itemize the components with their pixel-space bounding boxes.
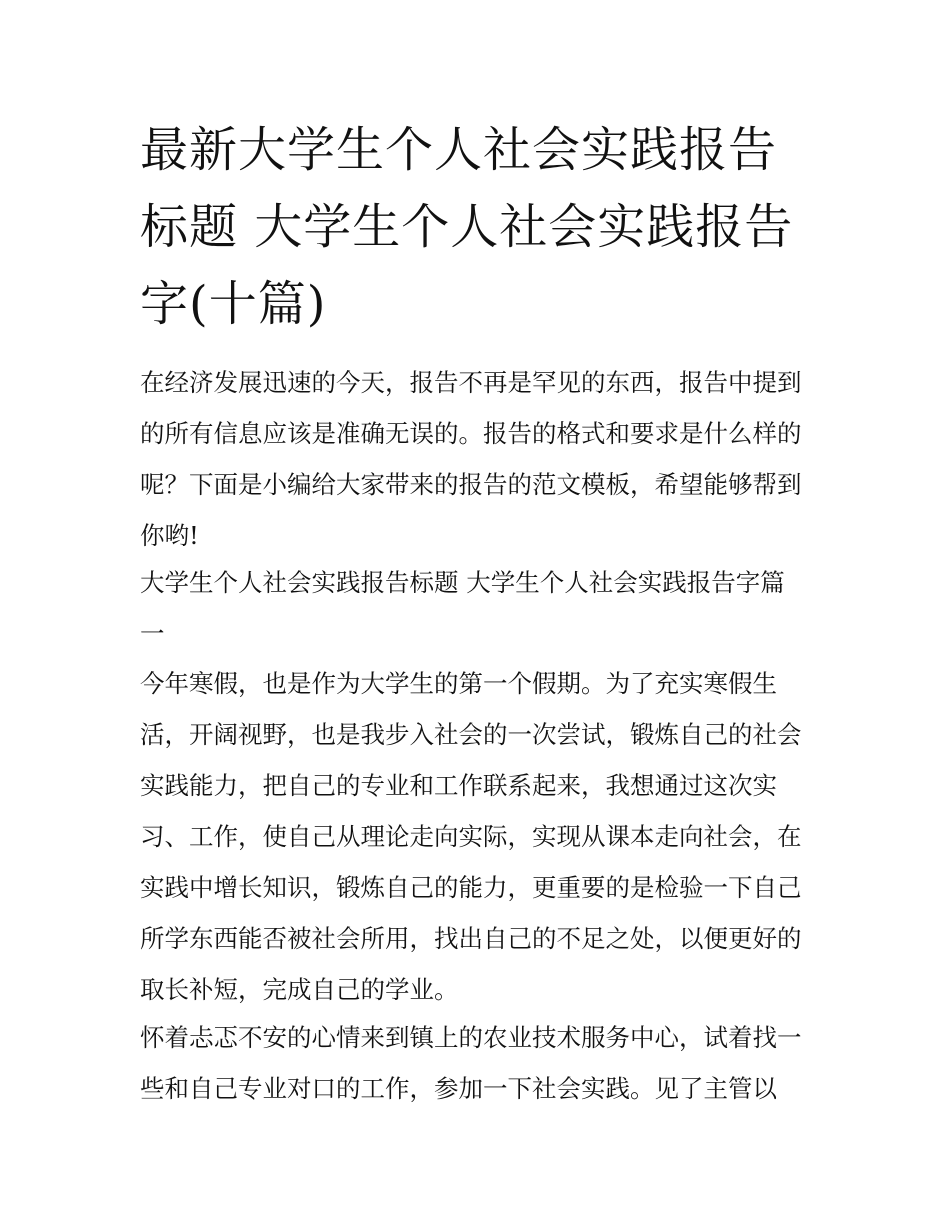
title-line: 标题 大学生个人社会实践报告	[140, 199, 794, 255]
text-line: 怀着忐忑不安的心情来到镇上的农业技术服务中心，试着找一	[140, 1023, 802, 1052]
text-line: 实践能力，把自己的专业和工作联系起来，我想通过这次实	[140, 771, 777, 800]
text-line: 取长补短，完成自己的学业。	[140, 975, 459, 1004]
intro-paragraph	[140, 357, 820, 561]
text-line: 今年寒假，也是作为大学生的第一个假期。为了充实寒假生	[140, 669, 777, 698]
text-line: 实践中增长知识，锻炼自己的能力，更重要的是检验一下自己	[140, 873, 802, 902]
body-paragraph-1	[140, 658, 820, 1015]
text-line: 你哟!	[140, 521, 199, 550]
text-line: 一	[140, 619, 165, 648]
title-line: 最新大学生个人社会实践报告	[140, 122, 778, 178]
title-line: 字(十篇)	[140, 276, 327, 332]
text-line: 在经济发展迅速的今天，报告不再是罕见的东西，报告中提到	[140, 368, 802, 397]
text-line: 呢？下面是小编给大家带来的报告的范文模板，希望能够帮到	[140, 470, 802, 499]
text-line: 所学东西能否被社会所用，找出自己的不足之处，以便更好的	[140, 924, 802, 953]
text-line: 活，开阔视野，也是我步入社会的一次尝试，锻炼自己的社会	[140, 720, 802, 749]
body-paragraph-2	[140, 1012, 820, 1114]
text-line: 的所有信息应该是准确无误的。报告的格式和要求是什么样的	[140, 419, 802, 448]
text-line: 习、工作，使自己从理论走向实际，实现从课本走向社会，在	[140, 822, 802, 851]
document-title	[140, 112, 820, 343]
text-line: 些和自己专业对口的工作，参加一下社会实践。见了主管以	[140, 1074, 777, 1103]
section-heading	[140, 557, 820, 659]
text-line: 大学生个人社会实践报告标题 大学生个人社会实践报告字篇	[140, 568, 785, 597]
